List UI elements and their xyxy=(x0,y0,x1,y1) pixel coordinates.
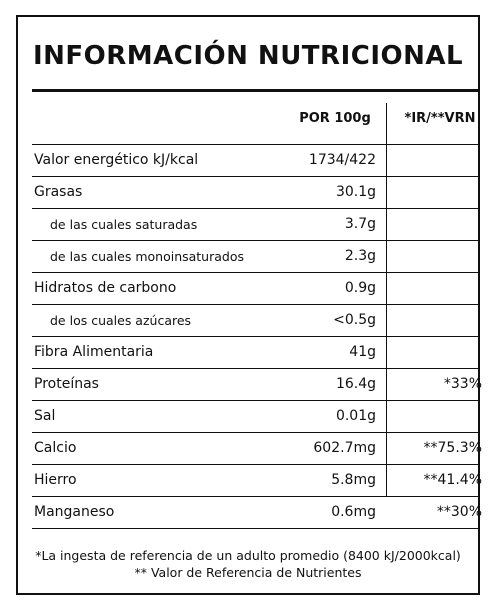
nutrient-name: Proteínas xyxy=(34,376,99,392)
nutrient-value: 0.01g xyxy=(335,408,376,424)
table-row xyxy=(32,145,478,177)
nutrient-ir: **75.3% xyxy=(423,440,482,456)
nutrition-label xyxy=(16,15,480,595)
nutrient-value: 0.6mg xyxy=(331,504,376,520)
table-row xyxy=(32,337,478,369)
nutrient-value: 1734/422 xyxy=(308,152,376,168)
nutrient-value: 602.7mg xyxy=(313,440,376,456)
nutrient-name: de las cuales monoinsaturados xyxy=(50,249,245,264)
nutrient-name: Valor energético kJ/kcal xyxy=(34,152,199,168)
header-ir-vrn: *IR/**VRN xyxy=(404,111,476,126)
nutrient-name: Fibra Alimentaria xyxy=(34,344,154,360)
footnote-nrv: ** Valor de Referencia de Nutrientes xyxy=(134,565,362,580)
nutrient-value: 0.9g xyxy=(344,280,376,296)
nutrient-value: <0.5g xyxy=(333,312,376,328)
label-title: INFORMACIÓN NUTRICIONAL xyxy=(32,41,464,71)
table-row xyxy=(32,465,482,497)
title-divider xyxy=(32,89,478,92)
nutrient-value: 5.8mg xyxy=(331,472,376,488)
table-row xyxy=(32,369,482,401)
table-row xyxy=(32,209,478,241)
nutrient-name: Sal xyxy=(34,408,56,424)
nutrient-name: Hierro xyxy=(34,472,77,488)
nutrient-name: de las cuales saturadas xyxy=(50,217,198,232)
table-row xyxy=(32,433,482,465)
footnote-reference-intake: *La ingesta de referencia de un adulto promedio (8400 kJ/2000kcal) xyxy=(35,548,461,563)
nutrient-value: 3.7g xyxy=(344,216,376,232)
nutrient-rows xyxy=(32,145,482,529)
header-per-100g: POR 100g xyxy=(299,111,371,126)
table-row xyxy=(32,273,478,305)
table-row xyxy=(32,497,482,529)
table-header xyxy=(32,103,478,135)
table-row xyxy=(32,177,478,209)
nutrient-name: Hidratos de carbono xyxy=(34,280,177,296)
nutrient-name: Manganeso xyxy=(34,504,115,520)
nutrient-ir: *33% xyxy=(443,376,482,392)
nutrient-value: 2.3g xyxy=(344,248,376,264)
nutrient-ir: **30% xyxy=(436,504,482,520)
nutrient-value: 16.4g xyxy=(335,376,376,392)
nutrient-value: 30.1g xyxy=(335,184,376,200)
nutrient-ir: **41.4% xyxy=(423,472,482,488)
table-row xyxy=(32,241,478,273)
table-row xyxy=(32,401,478,433)
nutrient-value: 41g xyxy=(349,344,376,360)
nutrient-name: de los cuales azúcares xyxy=(50,313,192,328)
footnotes xyxy=(18,547,478,581)
nutrient-name: Calcio xyxy=(34,440,77,456)
table-row xyxy=(32,305,478,337)
nutrient-name: Grasas xyxy=(34,184,83,200)
